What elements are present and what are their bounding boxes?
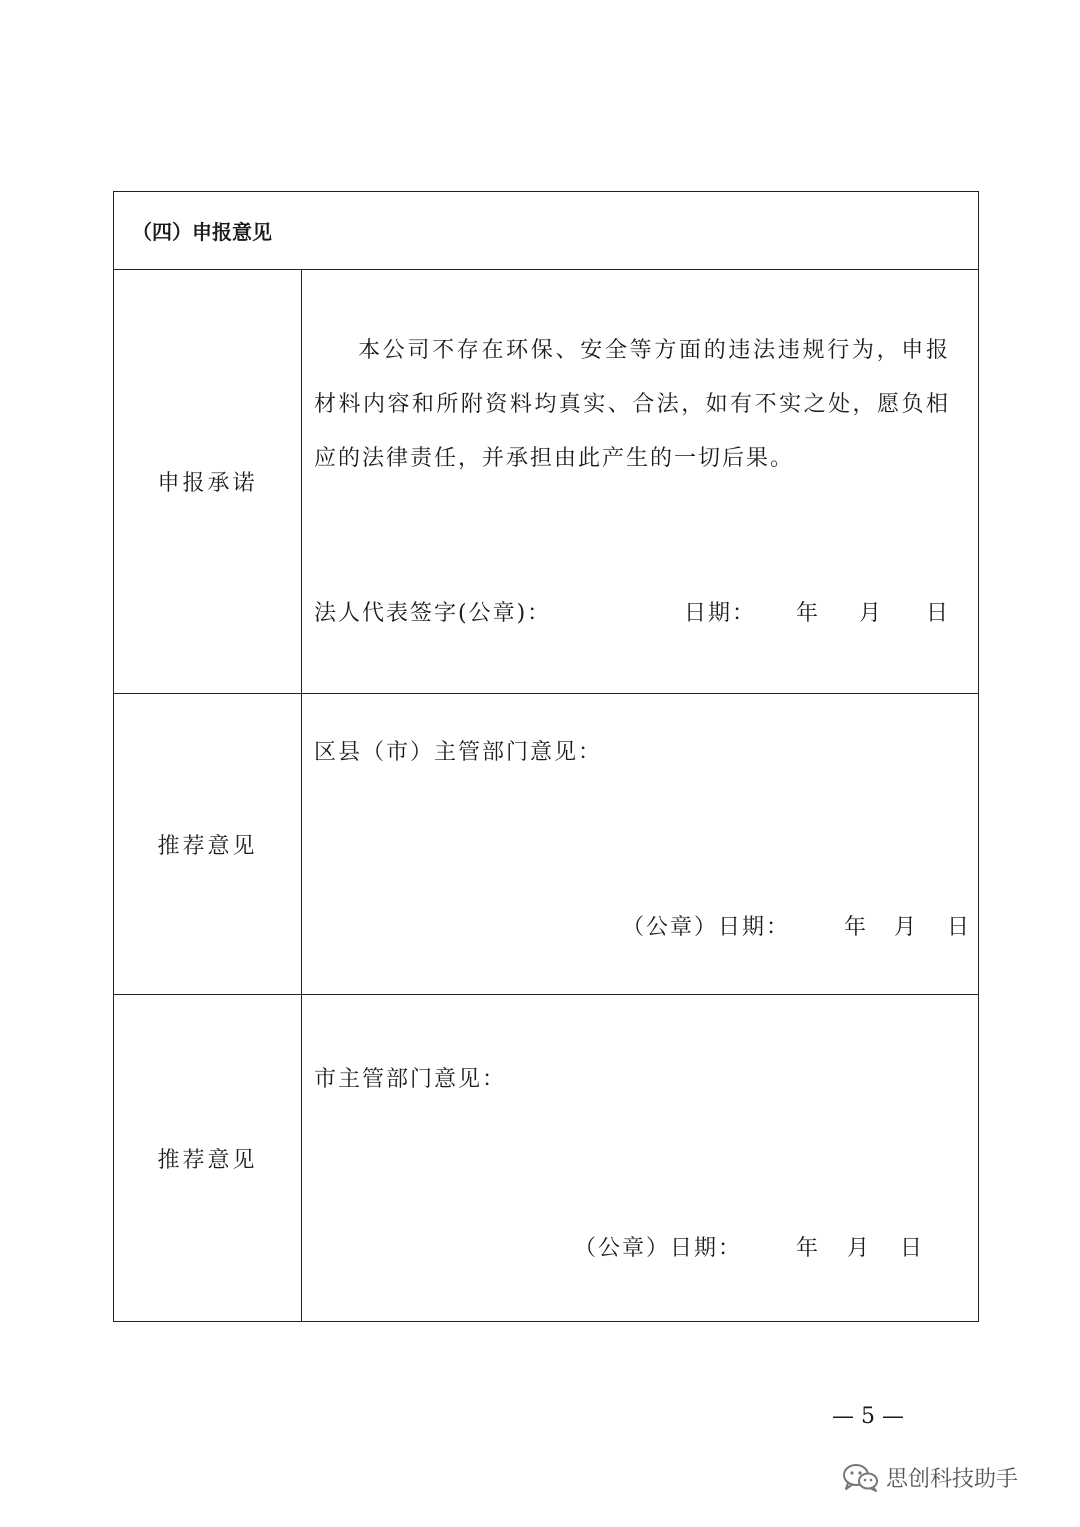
city-recommendation-content <box>302 995 978 1321</box>
county-year: 年 <box>844 915 869 940</box>
commitment-content <box>302 270 978 693</box>
city-recommendation-label: 推荐意见 <box>114 995 302 1321</box>
county-recommendation-row <box>114 693 978 994</box>
commitment-label: 申报承诺 <box>114 270 302 693</box>
watermark-text: 思创科技助手 <box>886 1467 1019 1492</box>
section-title: （四）申报意见 <box>132 220 272 244</box>
commitment-text: 本公司不存在环保、安全等方面的违法违规行为，申报材料内容和所附资料均真实、合法，如有不实之处，愿负相应的法律责任，并承担由此产生的一切后果。 <box>314 338 950 471</box>
application-opinion-form <box>113 191 979 1322</box>
city-recommendation-row <box>114 994 978 1321</box>
city-seal-date: （公章）日期： <box>574 1236 743 1261</box>
wechat-icon <box>842 1463 880 1493</box>
commitment-row <box>114 269 978 693</box>
commitment-month: 月 <box>859 601 884 626</box>
commitment-day: 日 <box>926 601 951 626</box>
county-seal-date: （公章）日期： <box>622 915 791 940</box>
signature-label: 法人代表签字(公章)： <box>314 601 552 626</box>
county-opinion-label: 区县（市）主管部门意见： <box>314 740 603 765</box>
commitment-year: 年 <box>796 601 821 626</box>
city-opinion-label: 市主管部门意见： <box>314 1067 507 1092</box>
watermark <box>842 1462 1018 1493</box>
county-recommendation-label: 推荐意见 <box>114 694 302 994</box>
county-month: 月 <box>894 915 919 940</box>
page-number: — 5 — <box>832 1404 904 1429</box>
city-month: 月 <box>847 1236 872 1261</box>
city-year: 年 <box>796 1236 821 1261</box>
city-day: 日 <box>900 1236 925 1261</box>
commitment-date-label: 日期： <box>684 601 757 626</box>
county-day: 日 <box>947 915 972 940</box>
section-title-row <box>114 192 978 269</box>
county-recommendation-content <box>302 694 978 994</box>
